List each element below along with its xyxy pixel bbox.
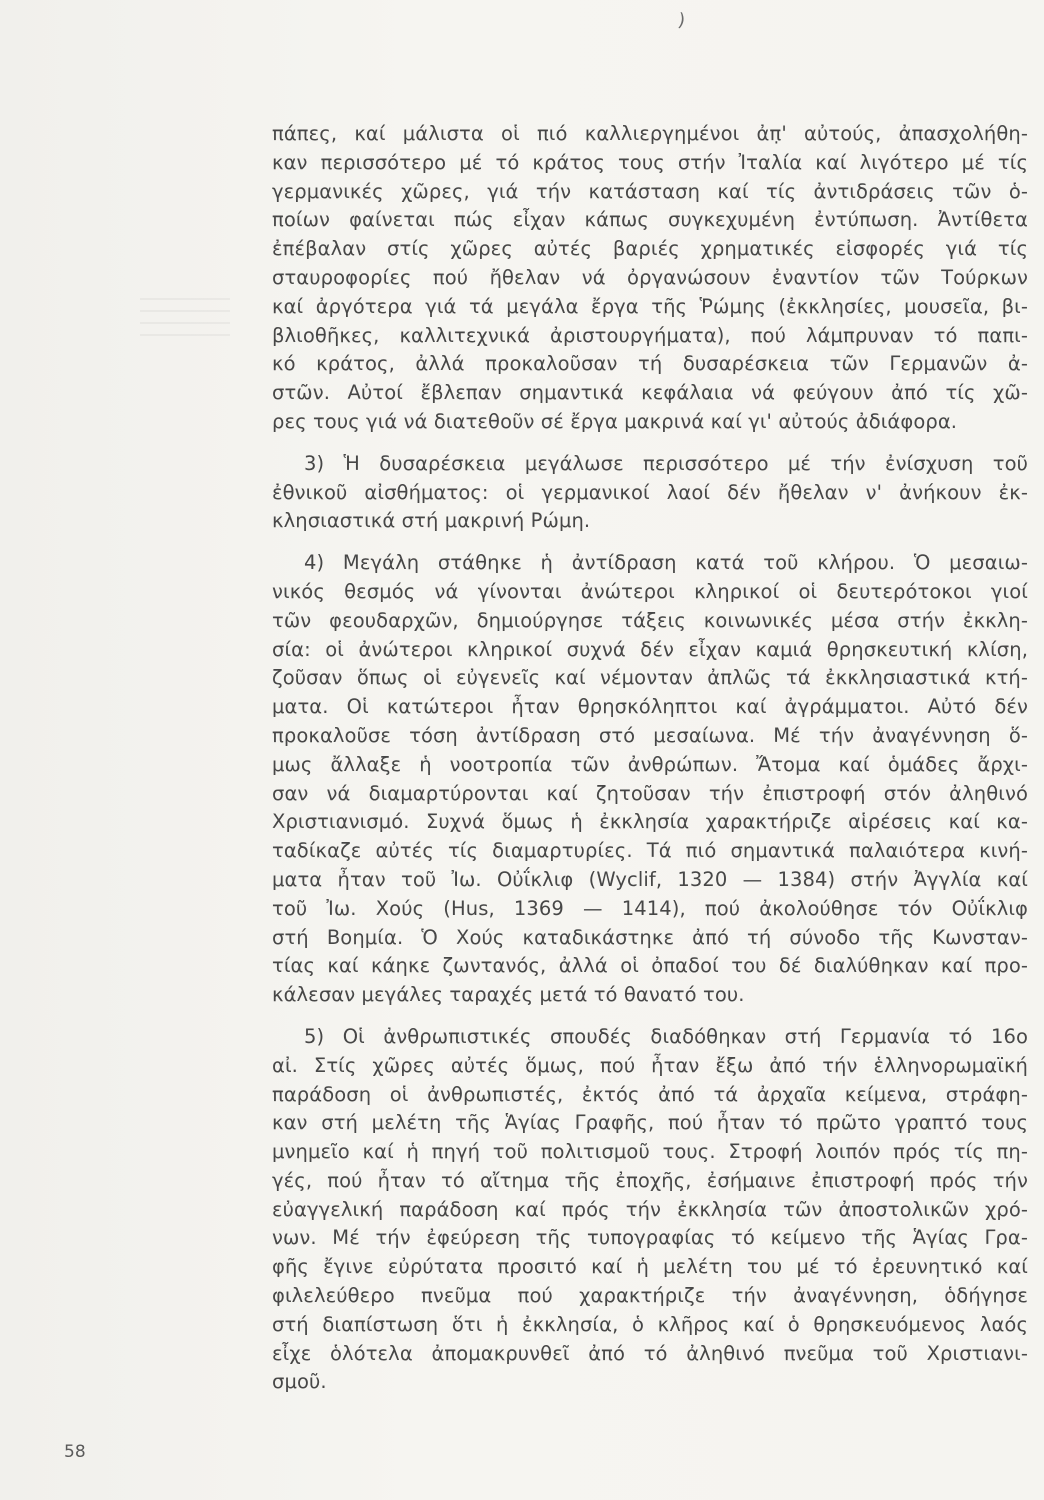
paragraph-3 (272, 549, 1028, 1010)
text-line: ματα ἦταν τοῦ Ἰω. Οὐΐκλιφ (Wyclif, 1320 — 1384) στήν Ἀγγλία καί (272, 867, 1028, 891)
text-line: καν στή μελέτη τῆς Ἁγίας Γραφῆς, πού ἦταν τό πρῶτο γραπτό τους (272, 1111, 1028, 1135)
text-line: παράδοση οἱ ἀνθρωπιστές, ἐκτός ἀπό τά ἀρχαῖα κείμενα, στράφη- (272, 1082, 1028, 1106)
text-line: γερμανικές χῶρες, γιά τήν κατάσταση καί τίς ἀντιδράσεις τῶν ὁ- (272, 179, 1028, 203)
text-line: σαν νά διαμαρτύρονται καί ζητοῦσαν τήν ἐπιστροφή στόν ἀληθινό (272, 781, 1028, 805)
text-line: εἶχε ὁλότελα ἀπομακρυνθεῖ ἀπό τό ἀληθινό πνεῦμα τοῦ Χριστιανι- (272, 1341, 1028, 1365)
text-line: 5) Οἱ ἀνθρωπιστικές σπουδές διαδόθηκαν στή Γερμανία τό 16ο (304, 1024, 1028, 1048)
text-line: ἐπέβαλαν στίς χῶρες αὐτές βαριές χρηματικές εἰσφορές γιά τίς (272, 237, 1028, 261)
text-line: βλιοθῆκες, καλλιτεχνικά ἀριστουργήματα), πού λάμπρυναν τό παπι- (272, 323, 1028, 347)
text-line: 4) Μεγάλη στάθηκε ἡ ἀντίδραση κατά τοῦ κλήρου. Ὁ μεσαιω- (304, 551, 1028, 575)
text-line: φῆς ἔγινε εὐρύτατα προσιτό καί ἡ μελέτη του μέ τό ἐρευνητικό καί (272, 1255, 1028, 1279)
text-line: στή Βοημία. Ὁ Χούς καταδικάστηκε ἀπό τή σύνοδο τῆς Κωνσταν- (272, 925, 1028, 949)
text-line: γές, πού ἦταν τό αἴτημα τῆς ἐποχῆς, ἐσήμαινε ἐπιστροφή πρός τήν (272, 1168, 1028, 1192)
text-line: ρες τους γιά νά διατεθοῦν σέ ἔργα μακρινά καί γι' αὐτούς ἀδιάφορα. (272, 409, 958, 433)
paragraph-gap (272, 437, 1028, 450)
text-line: προκαλοῦσε τόση ἀντίδραση στό μεσαίωνα. Μέ τήν ἀναγέννηση ὅ- (272, 723, 1028, 747)
text-line: σία: οἱ ἀνώτεροι κληρικοί συχνά δέν εἶχαν καμιά θρησκευτική κλίση, (272, 637, 1028, 661)
body-text (272, 120, 1028, 1397)
text-line: αἰ. Στίς χῶρες αὐτές ὅμως, πού ἦταν ἔξω ἀπό τήν ἑλληνορωμαϊκή (272, 1053, 1028, 1077)
text-line: καν περισσότερο μέ τό κράτος τους στήν Ἰταλία καί λιγότερο μέ τίς (272, 150, 1028, 174)
text-line: φιλελεύθερο πνεῦμα πού χαρακτήριζε τήν ἀναγέννηση, ὁδήγησε (272, 1284, 1028, 1308)
text-line: Χριστιανισμό. Συχνά ὅμως ἡ ἐκκλησία χαρακτήριζε αἱρέσεις καί κα- (272, 810, 1028, 834)
text-line: νων. Μέ τήν ἐφεύρεση τῆς τυπογραφίας τό κείμενο τῆς Ἁγίας Γρα- (272, 1226, 1028, 1250)
text-line: μνημεῖο καί ἡ πηγή τοῦ πολιτισμοῦ τους. Στροφή λοιπόν πρός τίς πη- (272, 1140, 1028, 1164)
text-line: κλησιαστικά στή μακρινή Ρώμη. (272, 509, 591, 533)
text-line: τοῦ Ἰω. Χούς (Hus, 1369 — 1414), πού ἀκολούθησε τόν Οὐΐκλιφ (272, 896, 1028, 920)
text-line: ζοῦσαν ὅπως οἱ εὐγενεῖς καί νέμονταν ἀπλῶς τά ἐκκλησιαστικά κτή- (272, 666, 1028, 690)
text-line: εὐαγγελική παράδοση καί πρός τήν ἐκκλησία τῶν ἀποστολικῶν χρό- (272, 1197, 1028, 1221)
text-line: 3) Ἡ δυσαρέσκεια μεγάλωσε περισσότερο μέ τήν ἐνίσχυση τοῦ (304, 451, 1028, 475)
text-line: καί ἀργότερα γιά τά μεγάλα ἔργα τῆς Ῥώμης (ἐκκλησίες, μουσεῖα, βι- (272, 294, 1028, 318)
paragraph-4 (272, 1023, 1028, 1397)
text-line: στῶν. Αὐτοί ἔβλεπαν σημαντικά κεφάλαια νά φεύγουν ἀπό τίς χῶ- (272, 381, 1028, 405)
bleed-through-marks (140, 290, 230, 336)
text-line: ταδίκαζε αὐτές τίς διαμαρτυρίες. Τά πιό σημαντικά παλαιότερα κινή- (272, 839, 1028, 863)
paragraph-2 (272, 450, 1028, 536)
text-line: κάλεσαν μεγάλες ταραχές μετά τό θανατό του. (272, 983, 745, 1007)
text-line: ματα. Οἱ κατώτεροι ἦταν θρησκόληπτοι καί ἀγράμματοι. Αὐτό δέν (272, 695, 1028, 719)
paragraph-gap (272, 1010, 1028, 1023)
text-line: σμοῦ. (272, 1370, 327, 1394)
text-line: νικός θεσμός νά γίνονται ἀνώτεροι κληρικοί οἱ δευτερότοκοι γιοί (272, 579, 1028, 603)
paragraph-gap (272, 536, 1028, 549)
text-line: σταυροφορίες πού ἤθελαν νά ὀργανώσουν ἐναντίον τῶν Τούρκων (272, 265, 1028, 289)
text-line: τίας καί κάηκε ζωντανός, ἀλλά οἱ ὀπαδοί του δέ διαλύθηκαν καί προ- (272, 954, 1028, 978)
paragraph-1 (272, 120, 1028, 437)
corner-pencil-mark: ) (676, 9, 687, 32)
text-line: ἐθνικοῦ αἰσθήματος: οἱ γερμανικοί λαοί δέν ἤθελαν ν' ἀνήκουν ἐκ- (272, 480, 1028, 504)
page-number: 58 (64, 1442, 86, 1462)
text-line: ποίων φαίνεται πώς εἶχαν κάπως συγκεχυμένη ἐντύπωση. Ἀντίθετα (272, 208, 1028, 232)
text-line: κό κράτος, ἀλλά προκαλοῦσαν τή δυσαρέσκεια τῶν Γερμανῶν ἀ- (272, 352, 1028, 376)
text-line: στή διαπίστωση ὅτι ἡ ἐκκλησία, ὁ κλῆρος καί ὁ θρησκευόμενος λαός (272, 1312, 1028, 1336)
text-line: τῶν φεουδαρχῶν, δημιούργησε τάξεις κοινωνικές μέσα στήν ἐκκλη- (272, 608, 1028, 632)
text-line: πάπες, καί μάλιστα οἱ πιό καλλιεργημένοι ἀπ̣' αὐτούς, ἀπασχολήθη- (272, 122, 1028, 145)
text-line: μως ἄλλαξε ἡ νοοτροπία τῶν ἀνθρώπων. Ἄτομα καί ὁμάδες ἄρχι- (272, 752, 1028, 776)
